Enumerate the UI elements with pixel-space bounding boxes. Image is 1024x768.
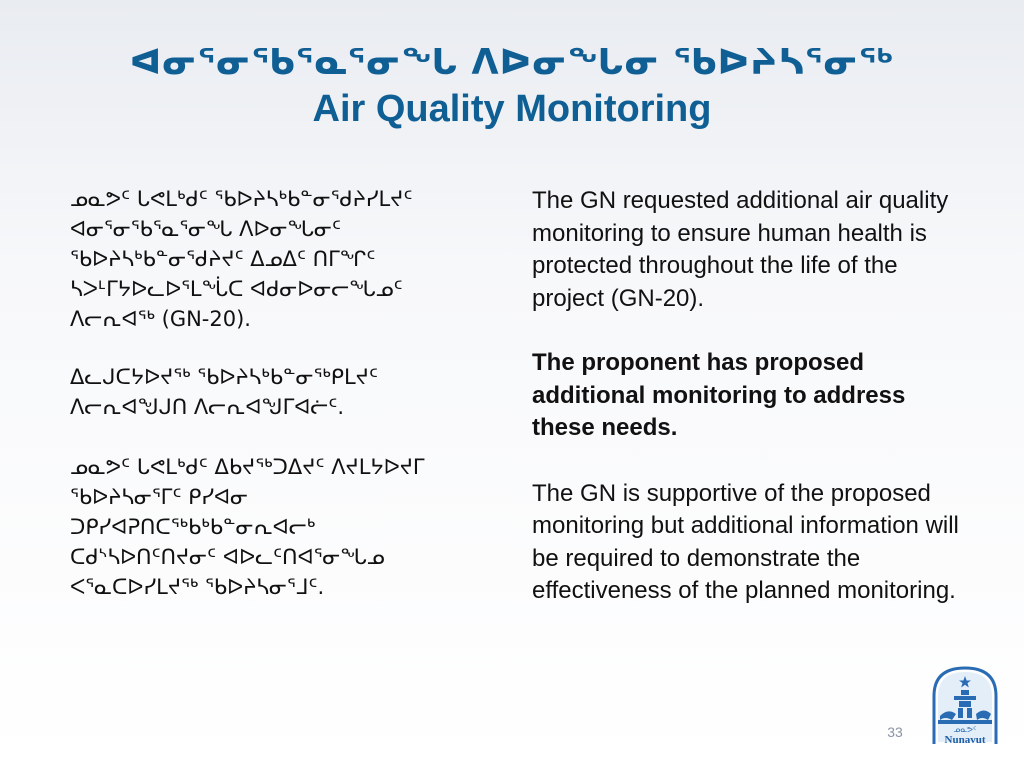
english-paragraph-1: The GN requested additional air quality monitoring to ensure human health is protected throughout the life of the project (GN-20).	[532, 187, 949, 312]
syllabics-paragraph-1: ᓄᓇᕗᑦ ᒐᕙᒪᒃᑯᑦ ᖃᐅᔨᓴᒃᑲᓐᓂᖁᔨᓯᒪᔪᑦ ᐊᓂᕐᓂᖃᕐᓇᕐᓂᖓ ᐱᐅᓂᖓᓂᑦ ᖃᐅᔨᓴᒃᑲᓐᓂᖁᔨᔪᑦ ᐃᓄᐃᑦ ᑎᒥᖏᑦ ᓴᐳᒻᒥᔭᐅᓚᐅᕐᒪᖔᑕ ᐊᑯᓂᐅᓂᓕᖓᓄᑦ ᐱᓕᕆᐊᖅ (GN-20).	[70, 187, 413, 331]
title-english: Air Quality Monitoring	[312, 88, 712, 130]
english-column	[532, 185, 972, 640]
syllabics-paragraph-2: ᐃᓚᒍᑕᔭᐅᔪᖅ ᖃᐅᔨᓴᒃᑲᓐᓂᖅᑭᒪᔪᑦ ᐱᓕᕆᐊᖑᒍᑎ ᐱᓕᕆᐊᖑᒥᐊᓖᑦ.	[70, 365, 378, 419]
page-number: 33	[887, 724, 903, 740]
nunavut-logo-icon	[930, 664, 1000, 748]
logo-wordmark: Nunavut	[944, 734, 986, 746]
slide-title	[0, 38, 1024, 132]
english-paragraph-3: The GN is supportive of the proposed monitoring but additional information will be required to demonstrate the effectiveness of the planned monitoring.	[532, 479, 959, 604]
syllabics-column	[70, 184, 510, 630]
syllabics-paragraph-3: ᓄᓇᕗᑦ ᒐᕙᒪᒃᑯᑦ ᐃᑲᔪᖅᑐᐃᔪᑦ ᐱᔪᒪᔭᐅᔪᒥ ᖃᐅᔨᓴᓂᕐᒥᑦ ᑭᓯᐊᓂ ᑐᑭᓯᐊᕈᑎᑕᖅᑲᒃᑲᓐᓂᕆᐊᓕᒃ ᑕᑯᔅᓴᐅᑎᑦᑎᔪᓂᑦ ᐊᐅᓚᑦᑎᐊᕐᓂᖓᓄ ᐸᕐᓇᑕᐅᓯᒪᔪᖅ ᖃᐅᔨᓴᓂᕐᒧᑦ.	[70, 455, 425, 599]
title-syllabics: ᐊᓂᕐᓂᖃᕐᓇᕐᓂᖓ ᐱᐅᓂᖓᓂ ᖃᐅᔨᓴᕐᓂᖅ	[129, 43, 895, 83]
english-paragraph-2: The proponent has proposed additional monitoring to address these needs.	[532, 349, 906, 441]
logo-syllabics: ᓄᓇᕗᑦ	[953, 725, 977, 734]
